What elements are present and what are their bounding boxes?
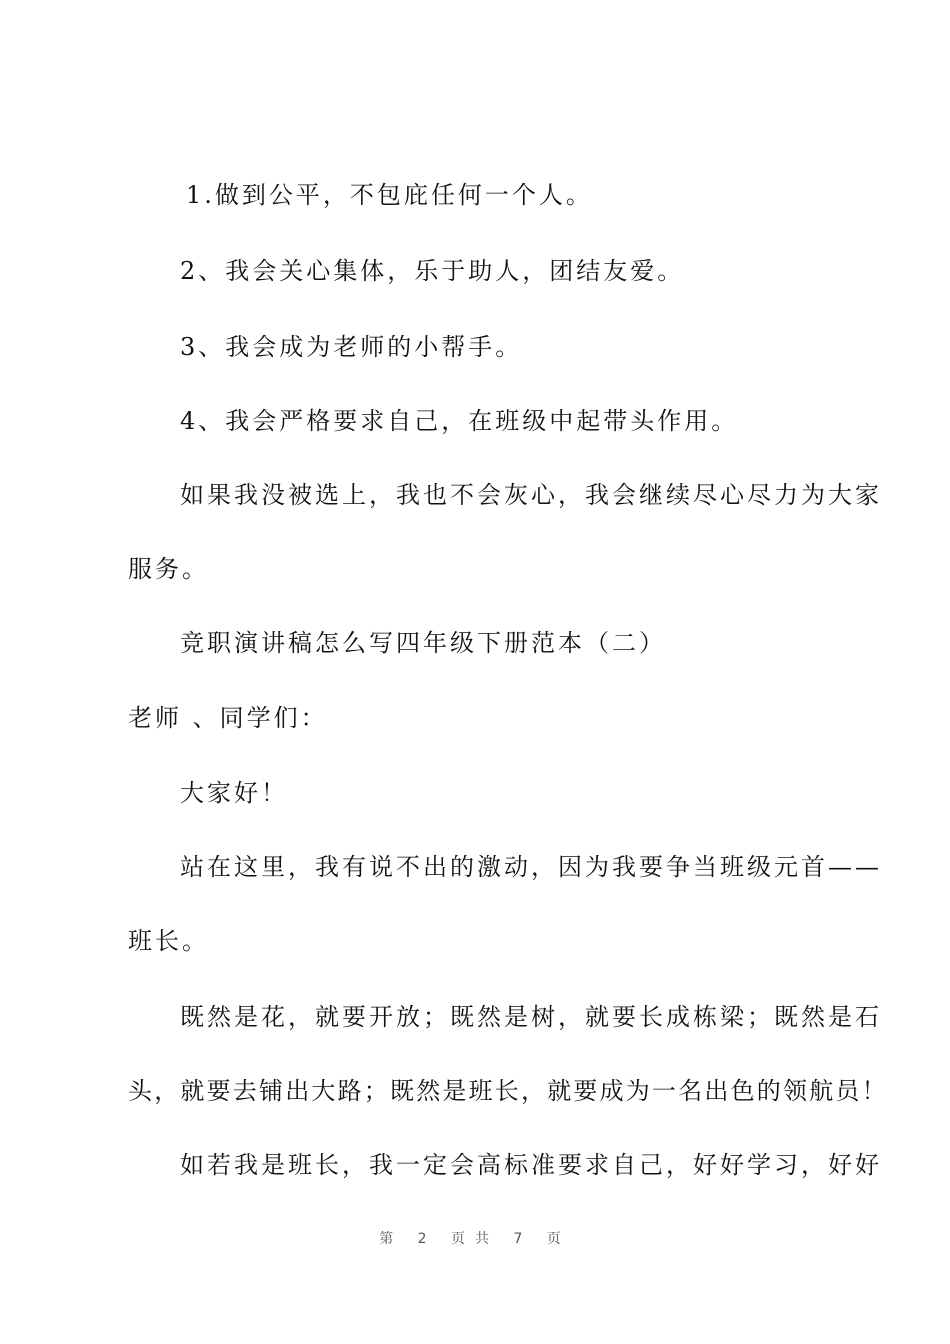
section-title: 竞职演讲稿怎么写四年级下册范本（二） (180, 629, 666, 657)
paragraph-line: 如果我没被选上，我也不会灰心，我会继续尽心尽力为大家 (180, 481, 882, 509)
paragraph-line: 既然是花，就要开放；既然是树，就要长成栋梁；既然是石 (180, 1003, 882, 1031)
greeting: 大家好！ (180, 779, 288, 807)
list-item-4: 4、我会严格要求自己，在班级中起带头作用。 (180, 407, 739, 435)
page-footer: 第 2 页共 7 页 (379, 1231, 571, 1247)
paragraph-line: 站在这里，我有说不出的激动，因为我要争当班级元首—— (180, 853, 882, 881)
list-item-2: 2、我会关心集体，乐于助人，团结友爱。 (180, 257, 685, 285)
list-item-3: 3、我会成为老师的小帮手。 (180, 333, 523, 361)
paragraph-line: 班长。 (128, 927, 209, 955)
paragraph-line: 服务。 (128, 555, 209, 583)
list-item-1: 1.做到公平，不包庇任何一个人。 (186, 181, 593, 209)
paragraph-line: 头，就要去铺出大路；既然是班长，就要成为一名出色的领航员！ (128, 1077, 888, 1105)
paragraph-line: 如若我是班长，我一定会高标准要求自己，好好学习，好好 (180, 1151, 882, 1179)
salutation: 老师 、同学们： (128, 704, 328, 732)
